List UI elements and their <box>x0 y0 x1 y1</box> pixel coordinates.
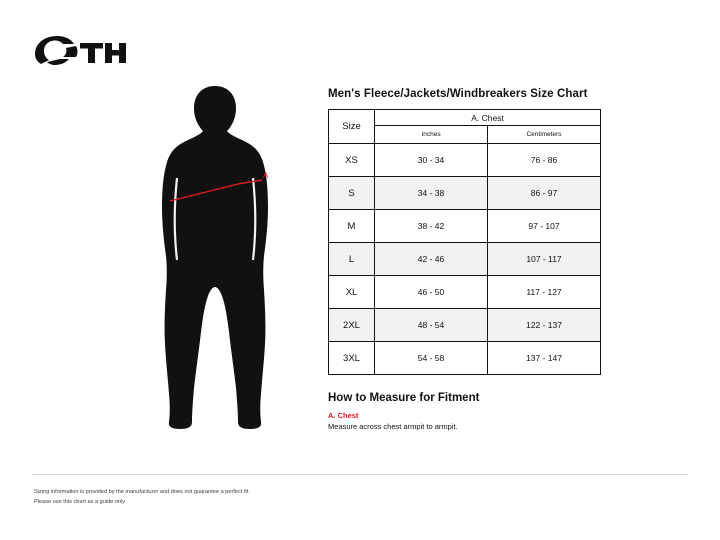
cell-centimeters: 107 - 117 <box>488 243 601 276</box>
cell-centimeters: 122 - 137 <box>488 309 601 342</box>
cell-centimeters: 97 - 107 <box>488 210 601 243</box>
table-row <box>329 276 601 309</box>
table-header-group-row <box>329 110 601 126</box>
cell-size: S <box>329 177 375 210</box>
table-row <box>329 342 601 375</box>
table-row <box>329 309 601 342</box>
column-header-centimeters: Centimeters <box>488 126 601 144</box>
table-row <box>329 210 601 243</box>
table-row <box>329 177 601 210</box>
footer-line-2: Please use this chart as a guide only <box>34 498 126 505</box>
table-row <box>329 144 601 177</box>
cell-inches: 30 - 34 <box>375 144 488 177</box>
cell-size: XL <box>329 276 375 309</box>
cell-inches: 48 - 54 <box>375 309 488 342</box>
male-body-figure <box>130 82 300 432</box>
thor-logo <box>32 34 138 68</box>
cell-centimeters: 137 - 147 <box>488 342 601 375</box>
cell-inches: 54 - 58 <box>375 342 488 375</box>
cell-inches: 38 - 42 <box>375 210 488 243</box>
cell-inches: 42 - 46 <box>375 243 488 276</box>
cell-size: L <box>329 243 375 276</box>
how-to-measure-label: A. Chest <box>328 411 359 420</box>
cell-centimeters: 117 - 127 <box>488 276 601 309</box>
footer-disclaimer <box>34 488 434 508</box>
cell-inches: 34 - 38 <box>375 177 488 210</box>
footer-divider <box>32 474 688 475</box>
cell-size: XS <box>329 144 375 177</box>
cell-size: 3XL <box>329 342 375 375</box>
page-title: Men's Fleece/Jackets/Windbreakers Size Chart <box>328 88 588 100</box>
footer-line-1: Sizing information is provided by the manufacturer and does not guarantee a perfect fit. <box>34 489 250 495</box>
chest-callout-label: A <box>263 171 269 180</box>
cell-size: 2XL <box>329 309 375 342</box>
size-chart-table <box>328 109 601 375</box>
cell-centimeters: 86 - 97 <box>488 177 601 210</box>
how-to-measure-text: Measure across chest armpit to armpit. <box>328 422 458 431</box>
chart-content <box>328 88 688 431</box>
column-header-size: Size <box>329 110 375 144</box>
table-row <box>329 243 601 276</box>
how-to-measure-title: How to Measure for Fitment <box>328 392 480 404</box>
cell-size: M <box>329 210 375 243</box>
cell-centimeters: 76 - 86 <box>488 144 601 177</box>
column-header-group: A. Chest <box>375 110 601 126</box>
column-header-inches: Inches <box>375 126 488 144</box>
cell-inches: 46 - 50 <box>375 276 488 309</box>
